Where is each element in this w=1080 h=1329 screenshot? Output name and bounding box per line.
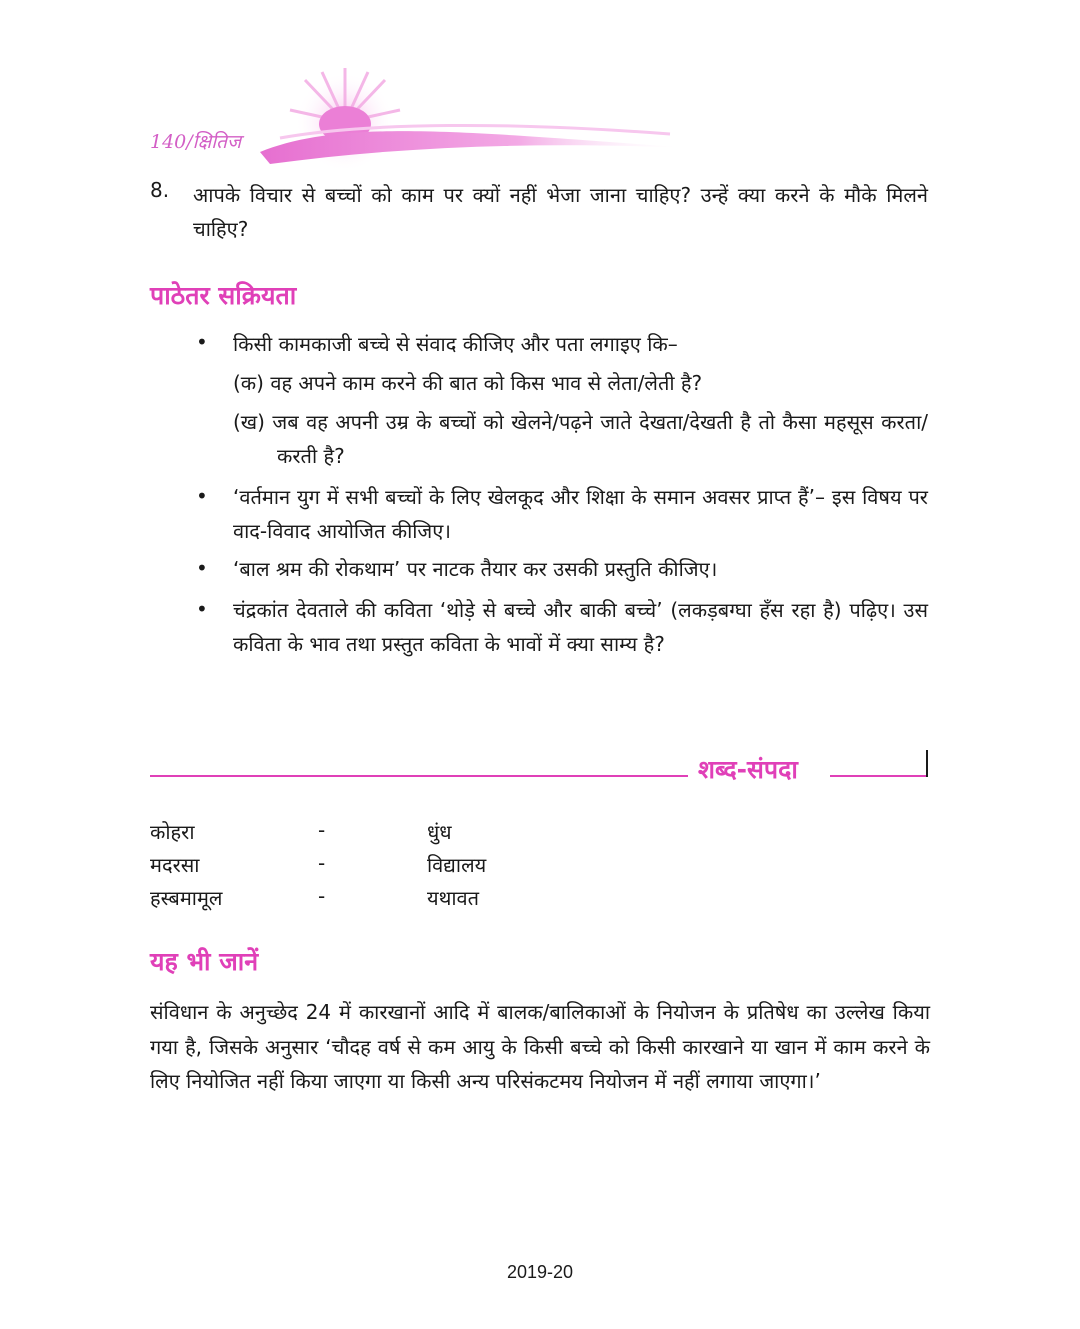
activity-item-1: किसी कामकाजी बच्चे से संवाद कीजिए और पता लगाइए कि– [233, 332, 678, 356]
question-number: 8. [150, 178, 170, 202]
question-text: आपके विचार से बच्चों को काम पर क्यों नहीं भेजा जाना चाहिए? उन्हें क्या करने के मौके मिलने चाहिए? [193, 183, 928, 241]
know-heading: यह भी जानें [150, 947, 259, 976]
vocab-dash: - [318, 851, 326, 875]
bullet-icon: • [196, 330, 208, 354]
page-number-label: 140/क्षितिज [150, 131, 242, 153]
activity-item-1-sub-a: (क) वह अपने काम करने की बात को किस भाव से लेता/लेती है? [233, 371, 703, 395]
vocab-word: मदरसा [150, 853, 200, 877]
activity-heading: पाठेतर सक्रियता [150, 281, 297, 310]
bullet-icon: • [196, 556, 208, 580]
header-sun-swoosh-art [250, 60, 710, 180]
divider-end-tick [926, 750, 928, 777]
know-paragraph: संविधान के अनुच्छेद 24 में कारखानों आदि में बालक/बालिकाओं के नियोजन के प्रतिषेध का उल्लेख किया गया है, जिसके अनुसार ‘चौदह वर्ष से कम आयु के किसी बच्चे को किसी कारखाने या खान में काम करने के लिए नियोजित नहीं किया जाएगा या किसी अन्य परिसंकटमय नियोजन में नहीं लगाया जाएगा।’ [150, 1000, 930, 1093]
vocab-meaning: विद्यालय [427, 853, 487, 877]
divider-right [830, 775, 928, 777]
vocab-meaning: धुंध [427, 820, 452, 844]
activity-item-1-sub-b: (ख) जब वह अपनी उम्र के बच्चों को खेलने/पढ़ने जाते देखता/देखती है तो कैसा महसूस करता/करती है? [233, 410, 928, 468]
divider-left [150, 775, 688, 777]
activity-item-2: ‘वर्तमान युग में सभी बच्चों के लिए खेलकूद और शिक्षा के समान अवसर प्राप्त हैं’– इस विषय पर वाद-विवाद आयोजित कीजिए। [233, 485, 928, 543]
activity-item-3: ‘बाल श्रम की रोकथाम’ पर नाटक तैयार कर उसकी प्रस्तुति कीजिए। [233, 557, 718, 581]
vocab-word: हस्बमामूल [150, 886, 223, 910]
vocabulary-heading: शब्द-संपदा [698, 755, 798, 784]
vocab-dash: - [318, 818, 326, 842]
vocab-dash: - [318, 884, 326, 908]
footer-year: 2019-20 [506, 1262, 574, 1282]
vocab-word: कोहरा [150, 820, 195, 844]
bullet-icon: • [196, 597, 208, 621]
vocab-meaning: यथावत [427, 886, 480, 910]
bullet-icon: • [196, 484, 208, 508]
activity-item-4: चंद्रकांत देवताले की कविता ‘थोड़े से बच्चे और बाकी बच्चे’ (लकड़बग्घा हँस रहा है) पढ़िए। उस कविता के भाव तथा प्रस्तुत कविता के भावों में क्या साम्य है? [233, 598, 928, 656]
